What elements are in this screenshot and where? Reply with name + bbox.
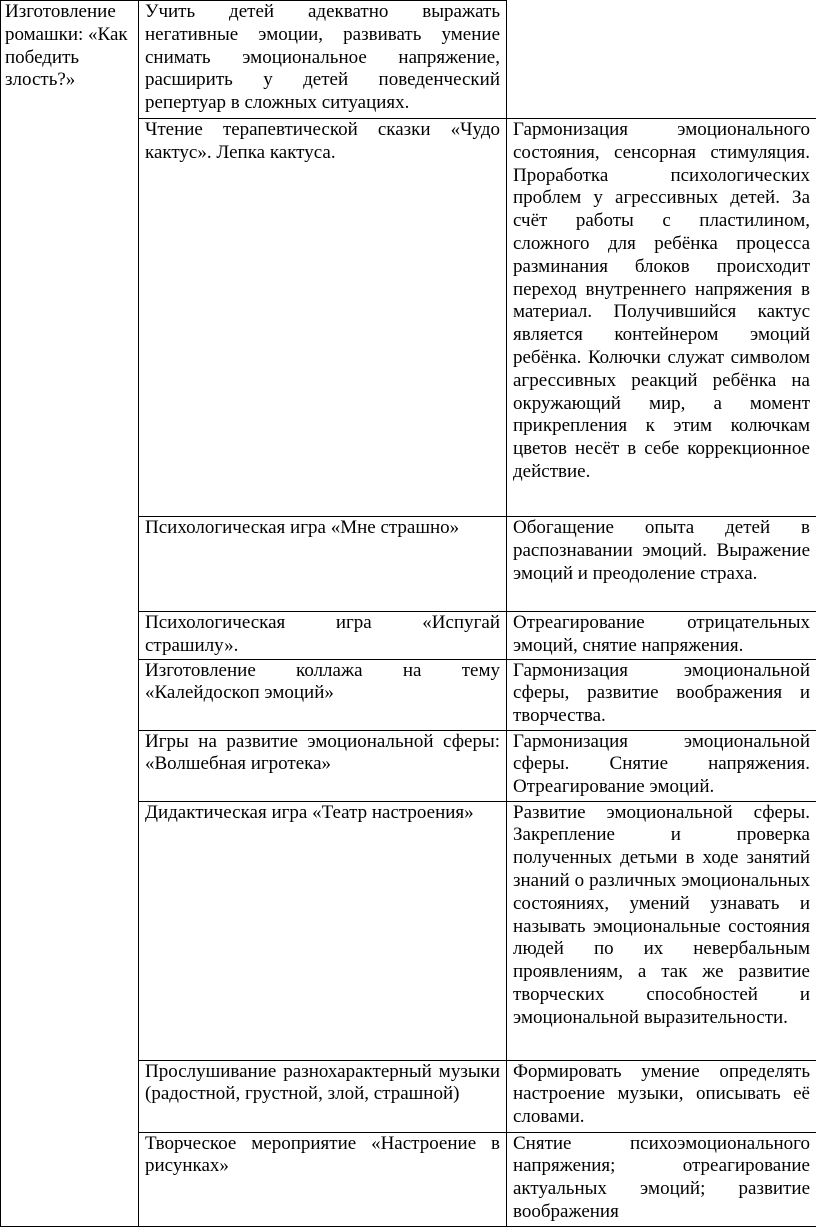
activity-text: Творческое мероприятие «Настроение в рисунках» [145, 1133, 500, 1179]
purpose-text: Отреагирование отрицательных эмоций, снятие напряжения. [513, 612, 810, 658]
activity-text: Психологическая игра «Испугай страшилу». [145, 612, 500, 658]
purpose-cell [507, 517, 816, 612]
purpose-text: Снятие психоэмоционального напряжения; отреагирование актуальных эмоций; развитие воображения [513, 1133, 810, 1224]
purpose-cell [507, 730, 816, 801]
purpose-cell [507, 612, 816, 660]
purpose-cell [507, 119, 816, 517]
purpose-text: Развитие эмоциональной сферы. Закрепление и проверка полученных детьми в ходе занятий знаний о различных эмоциональных состояниях, умений узнавать и называть эмоциональные состояния людей по их невербальным проявлениям, а так же развитие творческих способностей и эмоциональной выразительности. [513, 802, 810, 1030]
purpose-cell [507, 801, 816, 1060]
table-row [1, 1, 816, 119]
activity-text: Психологическая игра «Мне страшно» [145, 517, 500, 540]
purpose-text: Обогащение опыта детей в распознавании эмоций. Выражение эмоций и преодоление страха. [513, 517, 810, 585]
activity-cell [139, 1060, 507, 1132]
purpose-text: Гармонизация эмоциональной сферы, развитие воображения и творчества. [513, 660, 810, 728]
activity-text: Изготовление коллажа на тему «Калейдоскоп эмоций» [145, 660, 500, 706]
activity-cell [139, 517, 507, 612]
activity-cell [139, 1132, 507, 1226]
activity-cell [139, 612, 507, 660]
purpose-text: Формировать умение определять настроение музыки, описывать её словами. [513, 1061, 810, 1129]
purpose-cell [507, 1132, 816, 1226]
purpose-text: Гармонизация эмоционального состояния, сенсорная стимуляция. Проработка психологических проблем у агрессивных детей. За счёт работы с пластилином, сложного для ребёнка процесса разминания блоков происходит переход внутреннего напряжения в материал. Получившийся кактус является контейнером эмоций ребёнка. Колючки служат символом агрессивных реакций ребёнка на окружающий мир, а момент прикрепления к этим колючкам цветов несёт в себе коррекционное действие. [513, 119, 810, 484]
activity-cell [139, 659, 507, 730]
activity-text: Дидактическая игра «Театр настроения» [145, 802, 500, 825]
goal-cell [139, 1, 507, 119]
activity-text: Чтение терапевтической сказки «Чудо кактус». Лепка кактуса. [145, 119, 500, 165]
activity-text: Игры на развитие эмоциональной сферы: «Волшебная игротека» [145, 731, 500, 777]
activity-text: Прослушивание разнохарактерный музыки (радостной, грустной, злой, страшной) [145, 1061, 500, 1107]
purpose-text: Гармонизация эмоциональной сферы. Снятие напряжения. Отреагирование эмоций. [513, 731, 810, 799]
purpose-cell [507, 1060, 816, 1132]
empty-cell [507, 1, 816, 119]
topic-cell [1, 1, 139, 1227]
topic-text: Изготовление ромашки: «Как победить злость?» [5, 1, 132, 92]
activity-cell [139, 119, 507, 517]
purpose-cell [507, 659, 816, 730]
goal-text: Учить детей адекватно выражать негативные эмоции, развивать умение снимать эмоциональное напряжение, расширить у детей поведенческий репертуар в сложных ситуациях. [145, 1, 500, 115]
activity-cell [139, 801, 507, 1060]
activity-cell [139, 730, 507, 801]
